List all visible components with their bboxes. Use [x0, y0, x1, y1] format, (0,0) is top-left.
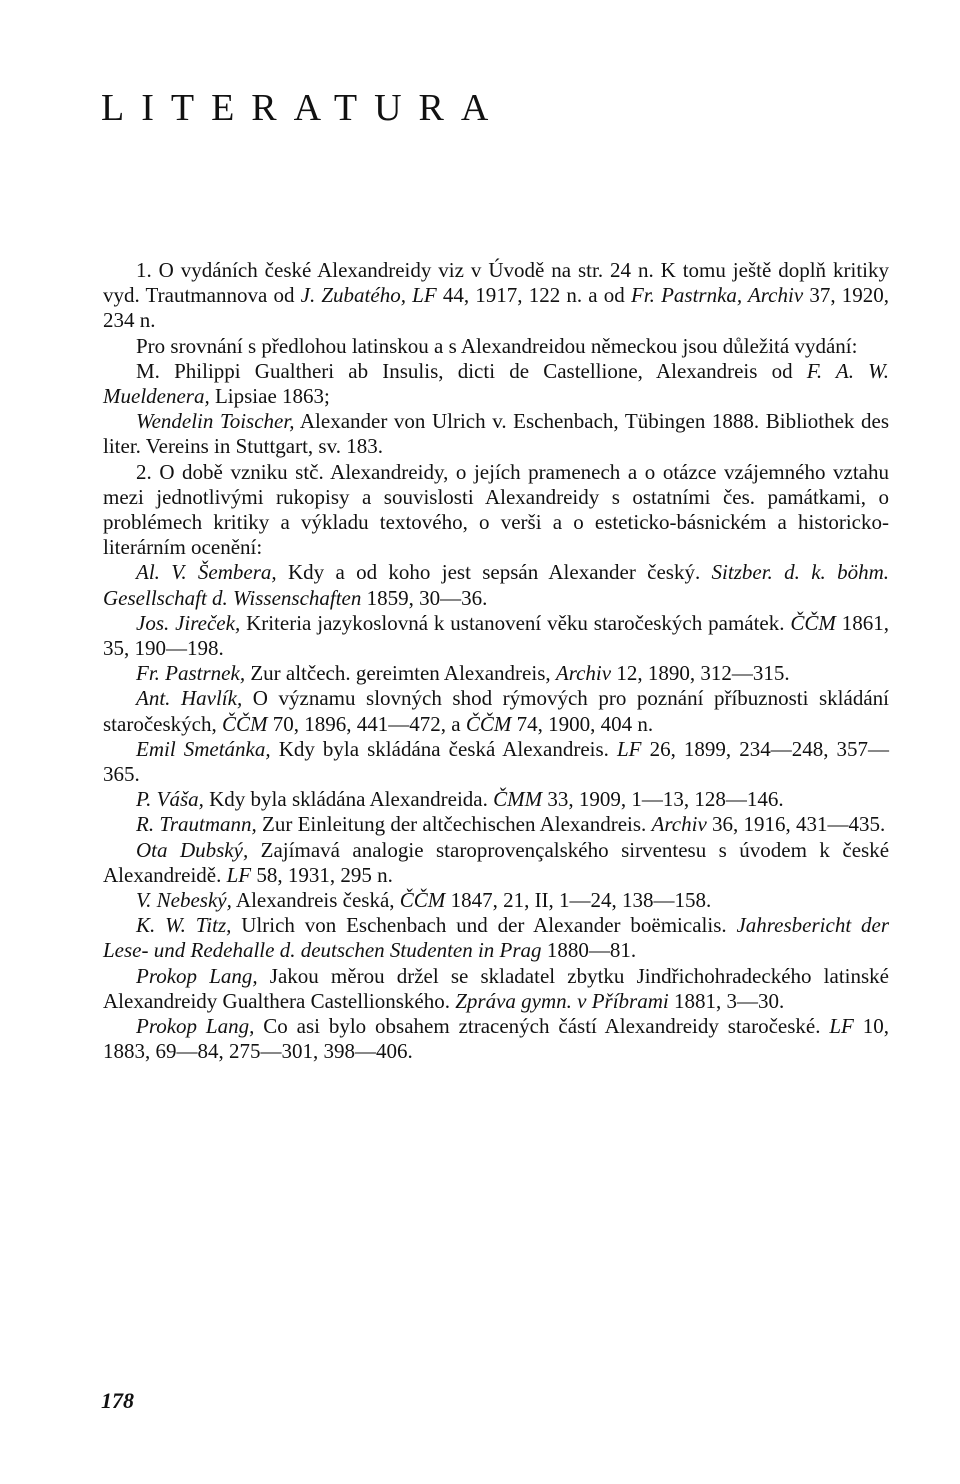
text-run: Jakou měrou držel se skladatel zbytku Jindřichohradeckého latinské Alexandreidy Gualthera Castellionského. [103, 963, 889, 1013]
italic-text-run: Ant. Havlík, [136, 686, 243, 711]
bibliography-paragraph-p10 [103, 737, 889, 787]
italic-text-run: Prokop Lang, [136, 1014, 255, 1039]
bibliography-paragraph-p6 [103, 560, 889, 610]
bibliography-text [103, 258, 889, 1065]
text-run: 26, 1899, 234—248, 357—365. [103, 736, 889, 787]
italic-text-run: P. Váša, [136, 787, 204, 812]
italic-text-run: Archiv [555, 661, 612, 686]
italic-text-run: LF [226, 862, 252, 887]
italic-text-run: V. Nebeský, [136, 888, 232, 913]
text-run: Zur Einleitung der altčechischen Alexandreis. [256, 812, 652, 837]
text-run: 70, 1896, 441—472, a [267, 711, 466, 736]
text-run: Pro srovnání s předlohou latinskou a s Alexandreidou německou jsou důležitá vydání: [136, 333, 858, 358]
text-run: 2. O době vzniku stč. Alexandreidy, o jejích pramenech a o otázce vzájemného vztahu mezi jednotlivými rukopisy a souvislosti Alexandreidy s ostatními čes. památkami, o problémech kritiky a výkladu textového, o verši a o esteticko-básnickém a historicko-literárním ocenění: [103, 459, 889, 560]
page-number: 178 [101, 1388, 134, 1413]
italic-text-run: K. W. Titz, [136, 913, 232, 938]
bibliography-paragraph-p13 [103, 838, 889, 888]
bibliography-paragraph-p15 [103, 913, 889, 963]
bibliography-paragraph-p5 [103, 460, 889, 561]
text-run: 1881, 3—30. [668, 988, 785, 1013]
bibliography-paragraph-p11 [103, 787, 889, 812]
bibliography-paragraph-p14 [103, 888, 889, 913]
italic-text-run: J. Zubatého, [300, 283, 406, 308]
italic-text-run: Ota Dubský, [136, 837, 249, 862]
text-run: Kdy byla skládána Alexandreida. [203, 787, 494, 812]
italic-text-run: Zpráva gymn. v Příbrami [455, 988, 669, 1013]
text-run: O významu slovných shod rýmových pro poznání příbuznosti skládání staročeských, [103, 686, 889, 736]
text-run: Zur altčech. gereimten Alexandreis, [245, 661, 556, 686]
text-run: 12, 1890, 312—315. [611, 661, 790, 686]
text-run: 1847, 21, II, 1—24, 138—158. [445, 888, 712, 913]
text-run: Lipsiae 1863; [209, 384, 330, 409]
page-heading: LITERATURA [101, 87, 506, 129]
text-run: 1859, 30—36. [361, 585, 488, 610]
text-run: Kdy a od koho jest sepsán Alexander český. [276, 560, 712, 585]
text-run: Kdy byla skládána česká Alexandreis. [270, 736, 617, 761]
bibliography-paragraph-p2 [103, 334, 889, 359]
bibliography-paragraph-p17 [103, 1014, 889, 1064]
text-run: Ulrich von Eschenbach und der Alexander boëmicalis. [231, 913, 737, 938]
italic-text-run: LF [412, 283, 437, 308]
bibliography-paragraph-p12 [103, 812, 889, 837]
text-run: Co asi bylo obsahem ztracených částí Alexandreidy staročeské. [254, 1014, 830, 1039]
text-run: 37, 1920, 234 n. [103, 283, 890, 333]
text-run: 1. O vydáních české Alexandreidy viz v Úvodě na str. 24 n. K tomu ještě doplň kritiky vyd. Trautmannova od [103, 258, 889, 308]
text-run: 1880—81. [541, 938, 637, 963]
italic-text-run: Jahresbericht der Lese- und Redehalle d. deutschen Studenten in Prag [103, 913, 890, 963]
italic-text-run: Al. V. Šembera, [136, 560, 277, 585]
text-run: Alexandreis česká, [231, 888, 400, 913]
bibliography-paragraph-p9 [103, 686, 889, 736]
bibliography-paragraph-p3 [103, 359, 889, 409]
italic-text-run: LF [829, 1014, 854, 1039]
italic-text-run: Prokop Lang, [136, 963, 258, 988]
italic-text-run: Jos. Jireček, [136, 610, 241, 635]
text-run: 33, 1909, 1—13, 128—146. [542, 787, 784, 812]
italic-text-run: Emil Smetánka, [136, 736, 271, 761]
italic-text-run: Wendelin Toischer, [136, 409, 295, 434]
italic-text-run: ČČM [790, 610, 836, 635]
text-run: Alexander von Ulrich v. Eschenbach, Tübingen 1888. Bibliothek des liter. Vereins in Stuttgart, sv. 183. [103, 409, 889, 459]
italic-text-run: LF [616, 736, 642, 761]
italic-text-run: ČČM [465, 711, 512, 736]
italic-text-run: ČMM [493, 787, 543, 812]
text-run: M. Philippi Gualtheri ab Insulis, dicti de Castellione, Alexandreis od [136, 358, 807, 383]
italic-text-run: Sitzber. d. k. böhm. Gesellschaft d. Wissenschaften [103, 560, 890, 610]
italic-text-run: F. A. W. Mueldenera, [103, 358, 890, 409]
text-run: 10, 1883, 69—84, 275—301, 398—406. [103, 1014, 889, 1064]
bibliography-paragraph-p16 [103, 964, 889, 1014]
italic-text-run: Fr. Pastrnka, Archiv [630, 283, 804, 308]
text-run: Zajímavá analogie staroprovençalského sirventesu s úvodem k české Alexandreidě. [103, 837, 890, 887]
text-run: 74, 1900, 404 n. [511, 711, 654, 736]
text-run: 1861, 35, 190—198. [103, 610, 890, 661]
bibliography-paragraph-p4 [103, 409, 889, 459]
italic-text-run: R. Trautmann, [136, 812, 257, 837]
text-run: 58, 1931, 295 n. [251, 862, 393, 887]
italic-text-run: ČČM [399, 888, 446, 913]
text-run: Kriteria jazykoslovná k ustanovení věku staročeských památek. [240, 610, 791, 635]
bibliography-paragraph-p1 [103, 258, 889, 334]
text-run: 36, 1916, 431—435. [706, 812, 886, 837]
bibliography-paragraph-p7 [103, 611, 889, 661]
bibliography-paragraph-p8 [103, 661, 889, 686]
italic-text-run: Fr. Pastrnek, [136, 661, 246, 686]
text-run: 44, 1917, 122 n. a od [436, 283, 631, 308]
italic-text-run: Archiv [651, 812, 707, 837]
italic-text-run: ČČM [221, 711, 268, 736]
